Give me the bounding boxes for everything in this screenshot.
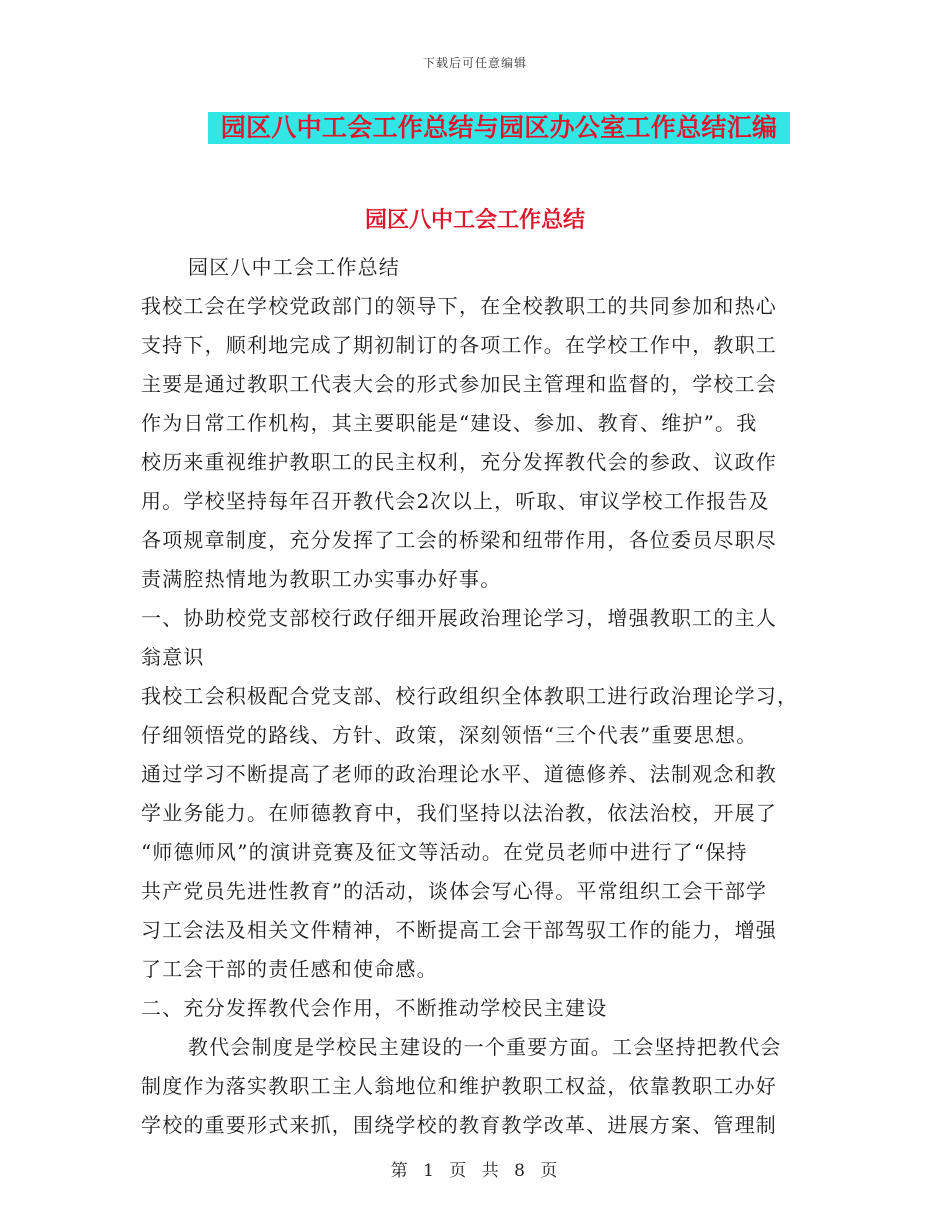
- paragraph-line: 我校工会积极配合党支部、校行政组织全体教职工进行政治理论学习，: [141, 684, 799, 708]
- paragraph-line: 学校的重要形式来抓，围绕学校的教育教学改革、进展方案、管理制: [141, 1113, 777, 1137]
- paragraph-line: 责满腔热情地为教职工办实事办好事。: [141, 567, 502, 591]
- paragraph-line: 各项规章制度，充分发挥了工会的桥梁和纽带作用，各位委员尽职尽: [141, 528, 777, 552]
- paragraph-line: 校历来重视维护教职工的民主权利，充分发挥教代会的参政、议政作: [141, 450, 777, 474]
- paragraph-line: 主要是通过教职工代表大会的形式参加民主管理和监督的，学校工会: [141, 372, 777, 396]
- section-heading-line: 二、充分发挥教代会作用，不断推动学校民主建设: [141, 996, 608, 1020]
- paragraph-line: 用。学校坚持每年召开教代会2次以上，听取、审议学校工作报告及: [141, 489, 770, 513]
- paragraph-line: 学业务能力。在师德教育中，我们坚持以法治教，依法治校，开展了: [141, 801, 777, 825]
- header-note: 下载后可任意编辑: [422, 56, 527, 70]
- paragraph-line: “师德师风”的演讲竞赛及征文等活动。在党员老师中进行了“保持: [141, 840, 748, 864]
- paragraph-line: 了工会干部的责任感和使命感。: [141, 957, 438, 981]
- main-title-highlight: [208, 112, 790, 144]
- paragraph-line: 仔细领悟党的路线、方针、政策，深刻领悟“三个代表”重要思想。: [141, 723, 758, 747]
- section-heading-line: 一、协助校党支部校行政仔细开展政治理论学习，增强教职工的主人: [141, 606, 777, 630]
- paragraph-line: 共产党员先进性教育”的活动，谈体会写心得。平常组织工会干部学: [141, 879, 768, 903]
- paragraph-line: 支持下，顺利地完成了期初制订的各项工作。在学校工作中，教职工: [141, 333, 777, 357]
- body-text: [141, 248, 801, 1145]
- section-title: 园区八中工会工作总结: [364, 207, 585, 233]
- section-heading-line: 翁意识: [141, 645, 205, 669]
- paragraph-line: 通过学习不断提高了老师的政治理论水平、道德修养、法制观念和教: [141, 762, 777, 786]
- main-title: 园区八中工会工作总结与园区办公室工作总结汇编: [220, 113, 778, 142]
- paragraph-line: 园区八中工会工作总结: [188, 255, 400, 279]
- paragraph-line: 作为日常工作机构，其主要职能是“建设、参加、教育、维护”。我: [141, 411, 758, 435]
- paragraph-line: 习工会法及相关文件精神，不断提高工会干部驾驭工作的能力，增强: [141, 918, 777, 942]
- paragraph-line: 我校工会在学校党政部门的领导下，在全校教职工的共同参加和热心: [141, 294, 777, 318]
- paragraph-line: 教代会制度是学校民主建设的一个重要方面。工会坚持把教代会: [188, 1035, 782, 1059]
- page-number-footer: 第 1 页 共 8 页: [390, 1161, 560, 1181]
- paragraph-line: 制度作为落实教职工主人翁地位和维护教职工权益，依靠教职工办好: [141, 1074, 777, 1098]
